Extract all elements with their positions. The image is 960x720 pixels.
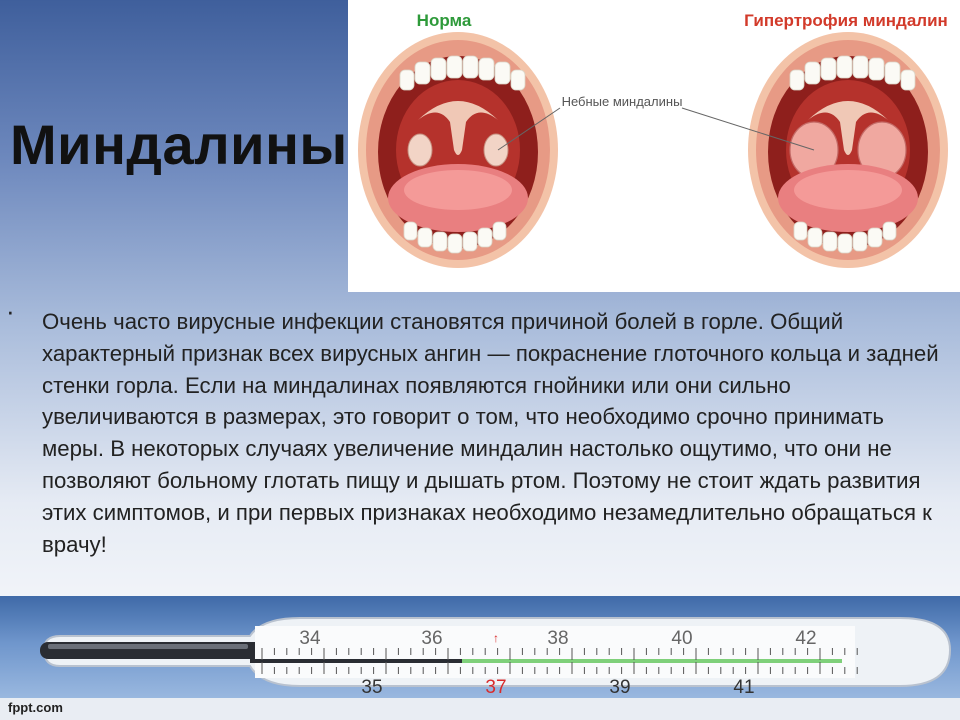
scale-bottom-41: 41 <box>733 677 755 698</box>
bullet-marker: · <box>6 296 15 326</box>
scale-top-40: 40 <box>671 628 693 649</box>
fever-marker: ↑ <box>493 631 499 645</box>
scale-top-36: 36 <box>421 628 443 649</box>
label-hypertrophy: Гипертрофия миндалин <box>744 11 948 30</box>
scale-top-38: 38 <box>547 628 569 649</box>
scale-top-34: 34 <box>299 628 321 649</box>
callout-label: Небные миндалины <box>561 94 683 109</box>
tonsils-illustration <box>348 0 960 292</box>
thermometer-strip <box>0 596 960 700</box>
footer-logo[interactable]: fppt.com <box>8 700 63 715</box>
mercury-column <box>462 659 842 663</box>
scale-bottom-39: 39 <box>609 677 631 698</box>
body-paragraph: Очень часто вирусные инфекции становятся причиной болей в горле. Общий характерный признак всех вирусных ангин — покраснение глоточного кольца и задней стенки горла. Если на миндалинах появляются гнойники или они сильно увеличиваются в размерах, это говорит о том, что необходимо срочно принимать меры. В некоторых случаях увеличение миндалин настолько ощутимо, что они не позволяют больному глотать пищу и дышать ртом. Поэтому не стоит ждать развития этих симптомов, и при первых признаках необходимо незамедлительно обращаться к врачу! <box>42 309 939 557</box>
scale-top-42: 42 <box>795 628 817 649</box>
label-normal: Норма <box>416 11 472 30</box>
slide-title: Миндалины <box>10 113 348 176</box>
mercury-dark <box>250 659 462 663</box>
thermometer-svg <box>0 596 960 700</box>
scale-bottom-37: 37 <box>485 677 507 698</box>
mouth-hypertrophy <box>748 32 948 268</box>
tonsils-illustration-svg <box>348 0 960 292</box>
mouth-normal <box>358 32 558 268</box>
footer-bar <box>0 698 960 720</box>
scale-bottom-35: 35 <box>361 677 383 698</box>
